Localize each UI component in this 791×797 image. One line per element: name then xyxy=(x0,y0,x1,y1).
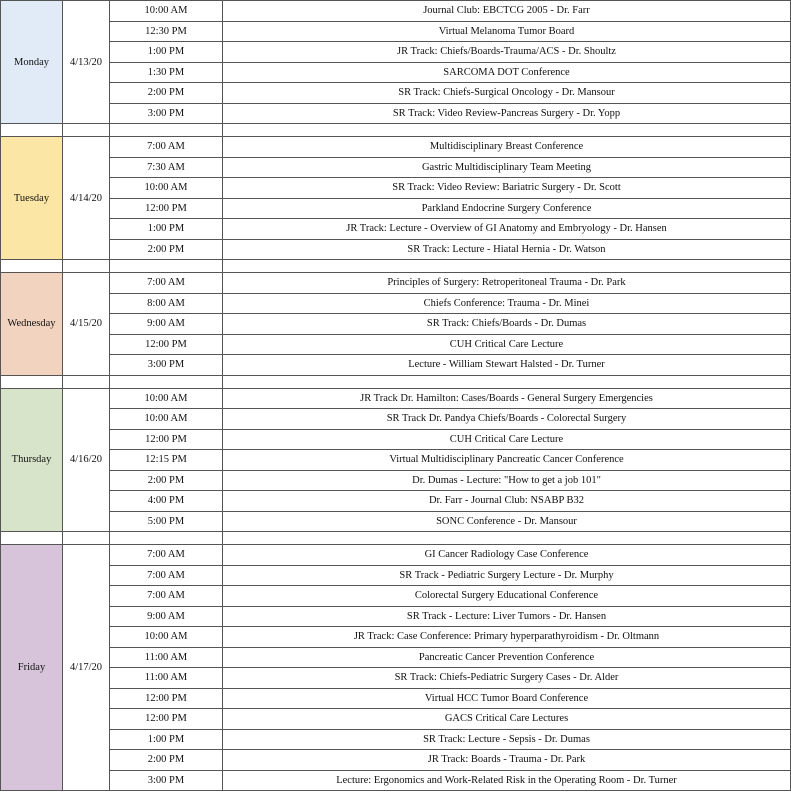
day-cell: Thursday xyxy=(1,388,63,532)
event-title-cell: SR Track: Video Review-Pancreas Surgery - Dr. Yopp xyxy=(223,103,791,124)
spacer-cell xyxy=(63,124,110,137)
schedule-row xyxy=(1,42,791,63)
time-cell: 12:00 PM xyxy=(110,709,223,730)
schedule-row xyxy=(1,668,791,689)
schedule-row xyxy=(1,750,791,771)
event-title-cell: Parkland Endocrine Surgery Conference xyxy=(223,198,791,219)
schedule-row xyxy=(1,627,791,648)
time-cell: 3:00 PM xyxy=(110,103,223,124)
schedule-row xyxy=(1,450,791,471)
event-title-cell: CUH Critical Care Lecture xyxy=(223,429,791,450)
time-cell: 1:00 PM xyxy=(110,219,223,240)
time-cell: 2:00 PM xyxy=(110,83,223,104)
spacer-cell xyxy=(223,375,791,388)
time-cell: 1:00 PM xyxy=(110,42,223,63)
time-cell: 12:00 PM xyxy=(110,334,223,355)
event-title-cell: JR Track Dr. Hamilton: Cases/Boards - General Surgery Emergencies xyxy=(223,388,791,409)
spacer-row xyxy=(1,124,791,137)
schedule-row xyxy=(1,103,791,124)
time-cell: 10:00 AM xyxy=(110,388,223,409)
event-title-cell: Gastric Multidisciplinary Team Meeting xyxy=(223,157,791,178)
time-cell: 7:00 AM xyxy=(110,586,223,607)
spacer-cell xyxy=(63,260,110,273)
date-cell: 4/15/20 xyxy=(63,273,110,376)
time-cell: 2:00 PM xyxy=(110,750,223,771)
time-cell: 10:00 AM xyxy=(110,627,223,648)
schedule-row xyxy=(1,470,791,491)
schedule-row xyxy=(1,178,791,199)
time-cell: 2:00 PM xyxy=(110,470,223,491)
event-title-cell: JR Track: Case Conference: Primary hyperparathyroidism - Dr. Oltmann xyxy=(223,627,791,648)
event-title-cell: Lecture - William Stewart Halsted - Dr. Turner xyxy=(223,355,791,376)
schedule-row xyxy=(1,157,791,178)
time-cell: 2:00 PM xyxy=(110,239,223,260)
spacer-cell xyxy=(63,375,110,388)
schedule-row xyxy=(1,511,791,532)
event-title-cell: Colorectal Surgery Educational Conference xyxy=(223,586,791,607)
event-title-cell: SR Track - Lecture: Liver Tumors - Dr. Hansen xyxy=(223,606,791,627)
schedule-row xyxy=(1,388,791,409)
time-cell: 7:30 AM xyxy=(110,157,223,178)
event-title-cell: SR Track: Chiefs-Surgical Oncology - Dr. Mansour xyxy=(223,83,791,104)
event-title-cell: Principles of Surgery: Retroperitoneal Trauma - Dr. Park xyxy=(223,273,791,294)
schedule-row xyxy=(1,491,791,512)
event-title-cell: GI Cancer Radiology Case Conference xyxy=(223,545,791,566)
schedule-row xyxy=(1,219,791,240)
spacer-cell xyxy=(110,375,223,388)
time-cell: 3:00 PM xyxy=(110,355,223,376)
event-title-cell: JR Track: Boards - Trauma - Dr. Park xyxy=(223,750,791,771)
schedule-row xyxy=(1,606,791,627)
schedule-row xyxy=(1,565,791,586)
spacer-cell xyxy=(63,532,110,545)
time-cell: 1:00 PM xyxy=(110,729,223,750)
event-title-cell: SR Track: Chiefs/Boards - Dr. Dumas xyxy=(223,314,791,335)
event-title-cell: SR Track: Lecture - Sepsis - Dr. Dumas xyxy=(223,729,791,750)
time-cell: 10:00 AM xyxy=(110,409,223,430)
time-cell: 12:15 PM xyxy=(110,450,223,471)
schedule-row xyxy=(1,314,791,335)
day-cell: Tuesday xyxy=(1,137,63,260)
time-cell: 12:00 PM xyxy=(110,688,223,709)
event-title-cell: SONC Conference - Dr. Mansour xyxy=(223,511,791,532)
event-title-cell: Pancreatic Cancer Prevention Conference xyxy=(223,647,791,668)
schedule-row xyxy=(1,409,791,430)
schedule-body xyxy=(1,1,791,791)
schedule-row xyxy=(1,770,791,791)
date-cell: 4/14/20 xyxy=(63,137,110,260)
schedule-row xyxy=(1,83,791,104)
schedule-row xyxy=(1,545,791,566)
spacer-cell xyxy=(223,532,791,545)
schedule-row xyxy=(1,334,791,355)
event-title-cell: SR Track: Video Review: Bariatric Surgery - Dr. Scott xyxy=(223,178,791,199)
date-cell: 4/16/20 xyxy=(63,388,110,532)
schedule-row xyxy=(1,239,791,260)
schedule-row xyxy=(1,21,791,42)
schedule-row xyxy=(1,355,791,376)
spacer-cell xyxy=(110,124,223,137)
time-cell: 12:30 PM xyxy=(110,21,223,42)
schedule-row xyxy=(1,688,791,709)
event-title-cell: GACS Critical Care Lectures xyxy=(223,709,791,730)
time-cell: 7:00 AM xyxy=(110,273,223,294)
event-title-cell: CUH Critical Care Lecture xyxy=(223,334,791,355)
time-cell: 3:00 PM xyxy=(110,770,223,791)
time-cell: 9:00 AM xyxy=(110,606,223,627)
event-title-cell: Virtual Melanoma Tumor Board xyxy=(223,21,791,42)
spacer-row xyxy=(1,532,791,545)
event-title-cell: Virtual Multidisciplinary Pancreatic Cancer Conference xyxy=(223,450,791,471)
time-cell: 5:00 PM xyxy=(110,511,223,532)
time-cell: 8:00 AM xyxy=(110,293,223,314)
schedule-row xyxy=(1,429,791,450)
spacer-cell xyxy=(1,532,63,545)
schedule-row xyxy=(1,273,791,294)
event-title-cell: Dr. Dumas - Lecture: "How to get a job 101" xyxy=(223,470,791,491)
event-title-cell: Chiefs Conference: Trauma - Dr. Minei xyxy=(223,293,791,314)
event-title-cell: SR Track: Chiefs-Pediatric Surgery Cases - Dr. Alder xyxy=(223,668,791,689)
schedule-row xyxy=(1,586,791,607)
time-cell: 10:00 AM xyxy=(110,1,223,22)
spacer-cell xyxy=(223,260,791,273)
spacer-cell xyxy=(1,124,63,137)
time-cell: 10:00 AM xyxy=(110,178,223,199)
event-title-cell: Lecture: Ergonomics and Work-Related Risk in the Operating Room - Dr. Turner xyxy=(223,770,791,791)
spacer-cell xyxy=(1,260,63,273)
event-title-cell: SR Track Dr. Pandya Chiefs/Boards - Colorectal Surgery xyxy=(223,409,791,430)
day-cell: Friday xyxy=(1,545,63,791)
schedule-row xyxy=(1,647,791,668)
event-title-cell: Multidisciplinary Breast Conference xyxy=(223,137,791,158)
schedule-row xyxy=(1,137,791,158)
spacer-cell xyxy=(1,375,63,388)
spacer-row xyxy=(1,375,791,388)
schedule-row xyxy=(1,62,791,83)
day-cell: Monday xyxy=(1,1,63,124)
event-title-cell: JR Track: Chiefs/Boards-Trauma/ACS - Dr. Shoultz xyxy=(223,42,791,63)
time-cell: 7:00 AM xyxy=(110,137,223,158)
time-cell: 12:00 PM xyxy=(110,198,223,219)
day-cell: Wednesday xyxy=(1,273,63,376)
time-cell: 4:00 PM xyxy=(110,491,223,512)
schedule-row xyxy=(1,709,791,730)
time-cell: 11:00 AM xyxy=(110,668,223,689)
time-cell: 1:30 PM xyxy=(110,62,223,83)
time-cell: 7:00 AM xyxy=(110,545,223,566)
spacer-cell xyxy=(110,532,223,545)
schedule-row xyxy=(1,1,791,22)
event-title-cell: Journal Club: EBCTCG 2005 - Dr. Farr xyxy=(223,1,791,22)
event-title-cell: SR Track - Pediatric Surgery Lecture - Dr. Murphy xyxy=(223,565,791,586)
schedule-row xyxy=(1,729,791,750)
time-cell: 11:00 AM xyxy=(110,647,223,668)
date-cell: 4/13/20 xyxy=(63,1,110,124)
date-cell: 4/17/20 xyxy=(63,545,110,791)
spacer-row xyxy=(1,260,791,273)
event-title-cell: Virtual HCC Tumor Board Conference xyxy=(223,688,791,709)
event-title-cell: Dr. Farr - Journal Club: NSABP B32 xyxy=(223,491,791,512)
event-title-cell: SR Track: Lecture - Hiatal Hernia - Dr. Watson xyxy=(223,239,791,260)
time-cell: 9:00 AM xyxy=(110,314,223,335)
event-title-cell: JR Track: Lecture - Overview of GI Anatomy and Embryology - Dr. Hansen xyxy=(223,219,791,240)
spacer-cell xyxy=(110,260,223,273)
schedule-row xyxy=(1,198,791,219)
time-cell: 7:00 AM xyxy=(110,565,223,586)
spacer-cell xyxy=(223,124,791,137)
schedule-row xyxy=(1,293,791,314)
event-title-cell: SARCOMA DOT Conference xyxy=(223,62,791,83)
time-cell: 12:00 PM xyxy=(110,429,223,450)
